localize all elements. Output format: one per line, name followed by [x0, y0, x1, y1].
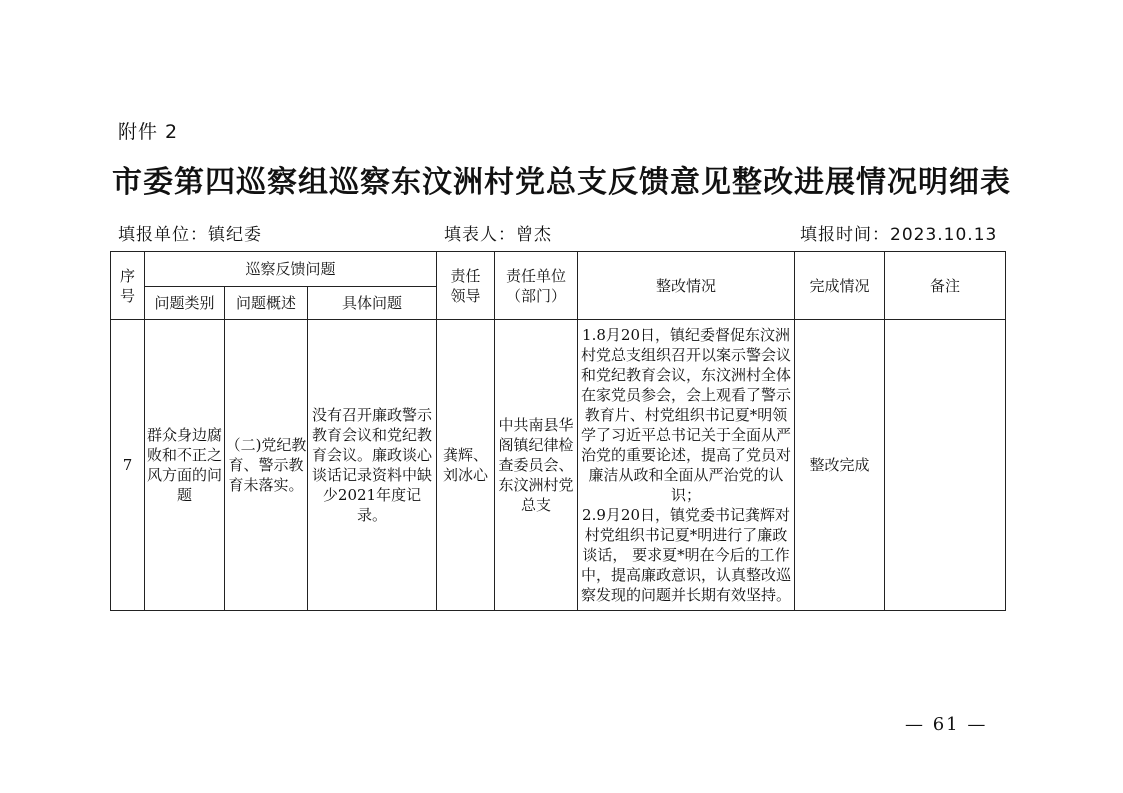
header-measures: 整改情况 [578, 252, 795, 320]
header-feedback-group: 巡察反馈问题 [145, 252, 437, 287]
filled-by: 填表人：曾杰 [444, 225, 552, 245]
measure-item-1: 1.8月20日，镇纪委督促东汶洲村党总支组织召开以案示警会议和党纪教育会议，东汶洲村全体在家党员参会，会上观看了警示教育片、村党组织书记夏*明领学了习近平总书记关于全面从严治党的重要论述，提高了党员对廉洁从政和全面从严治党的认识； [581, 326, 792, 504]
row-specific: 没有召开廉政警示教育会议和党纪教育会议。廉政谈心谈话记录资料中缺少2021年度记录。 [308, 320, 437, 611]
header-category: 问题类别 [145, 287, 225, 320]
row-seq: 7 [111, 320, 145, 611]
header-overview: 问题概述 [225, 287, 308, 320]
row-remarks [885, 320, 1006, 611]
page-title: 市委第四巡察组巡察东汶洲村党总支反馈意见整改进展情况明细表 [112, 165, 1011, 200]
attachment-label: 附件 2 [118, 121, 179, 143]
row-leader: 龚辉、刘冰心 [437, 320, 495, 611]
row-measures [578, 320, 795, 611]
row-overview: （二)党纪教育、警示教育未落实。 [225, 320, 308, 611]
header-status: 完成情况 [795, 252, 885, 320]
table-row [111, 320, 1006, 611]
row-category: 群众身边腐败和不正之风方面的问题 [145, 320, 225, 611]
header-leader: 责任领导 [437, 252, 495, 320]
page-number: — 61 — [905, 714, 988, 735]
reporting-time: 填报时间：2023.10.13 [800, 225, 998, 245]
measure-item-2: 2.9月20日，镇党委书记龚辉对村党组织书记夏*明进行了廉政谈话， 要求夏*明在今后的工作中，提高廉政意识，认真整改巡察发现的问题并长期有效坚持。 [581, 506, 792, 604]
rectification-table [110, 251, 1006, 611]
row-status: 整改完成 [795, 320, 885, 611]
header-unit: 责任单位（部门） [495, 252, 578, 320]
row-unit: 中共南县华阁镇纪律检查委员会、东汶洲村党总支 [495, 320, 578, 611]
header-seq: 序号 [111, 252, 145, 320]
header-remarks: 备注 [885, 252, 1006, 320]
reporting-unit: 填报单位：镇纪委 [118, 225, 262, 245]
header-specific: 具体问题 [308, 287, 437, 320]
